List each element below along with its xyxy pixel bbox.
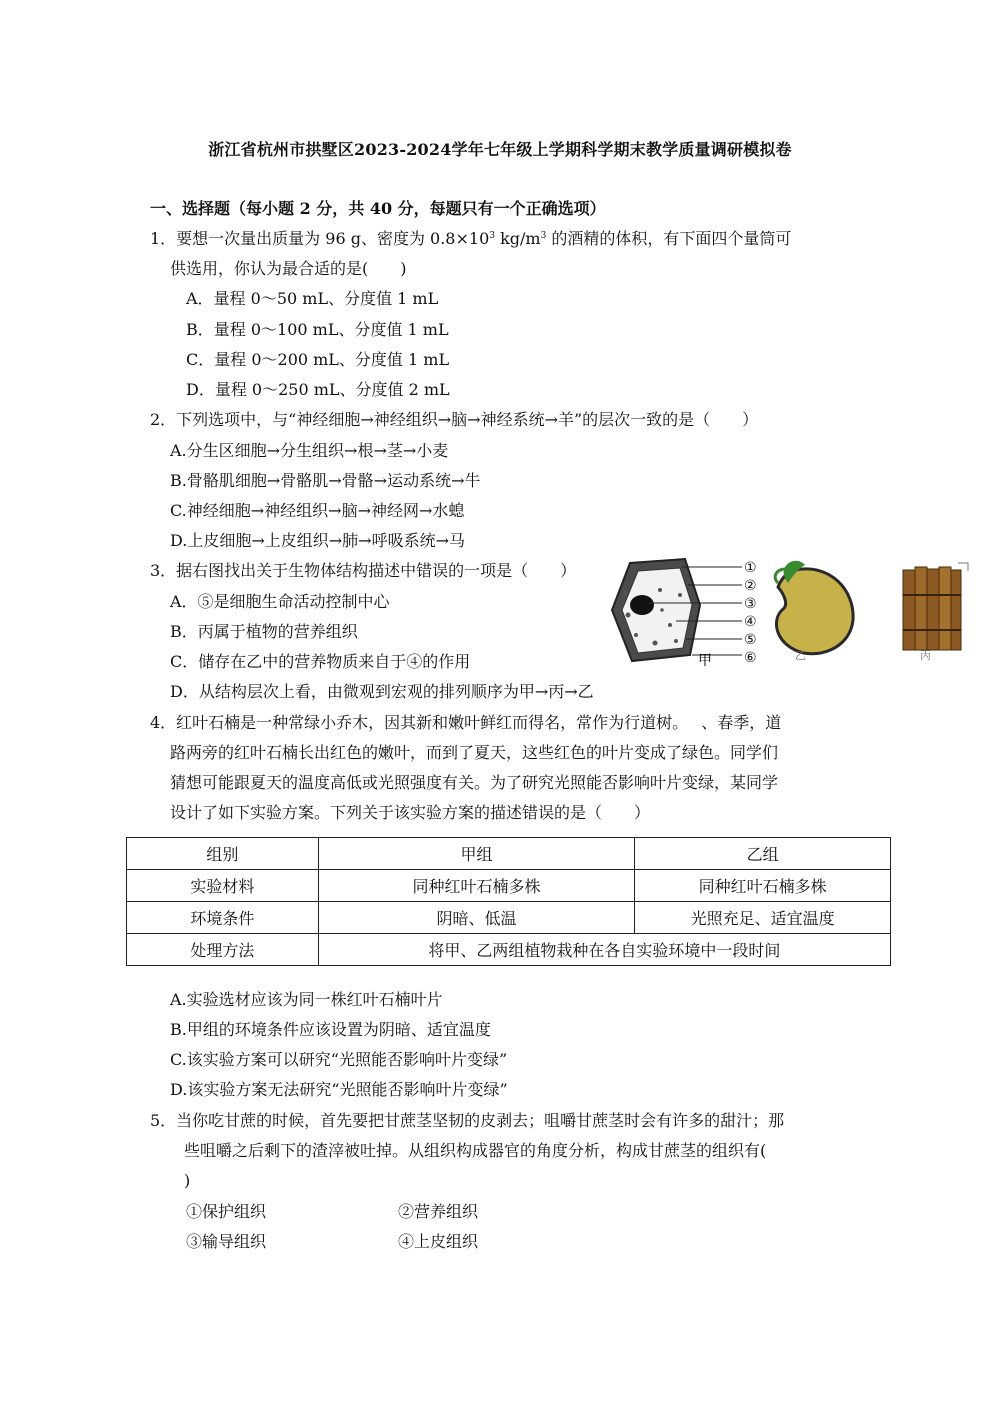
question-3-option-a: A．⑤是细胞生命活动控制中心 (170, 592, 390, 611)
question-2-option-c: C.神经细胞→神经组织→脑→神经网→水螅 (170, 501, 465, 520)
question-5-line-2: 些咀嚼之后剩下的渣滓被吐掉。从组织构成器官的角度分析，构成甘蔗茎的组织有( (184, 1141, 767, 1160)
question-1-option-c: C．量程 0～200 mL、分度值 1 mL (186, 350, 450, 369)
table-cell: 阴暗、低温 (318, 902, 635, 934)
question-3-option-d: D．从结构层次上看，由微观到宏观的排列顺序为甲→丙→乙 (170, 682, 594, 701)
table-cell: 实验材料 (127, 870, 319, 902)
question-4-line-3: 猜想可能跟夏天的温度高低或光照强度有关。为了研究光照能否影响叶片变绿，某同学 (170, 773, 779, 792)
experiment-table (126, 837, 891, 966)
question-4-option-a: A.实验选材应该为同一株红叶石楠叶片 (170, 990, 443, 1009)
question-3-option-c: C．储存在乙中的营养物质来自于④的作用 (170, 652, 471, 671)
section-heading: 一、选择题（每小题 2 分，共 40 分，每题只有一个正确选项） (150, 199, 606, 218)
question-4-line-4: 设计了如下实验方案。下列关于该实验方案的描述错误的是（ ） (170, 803, 651, 822)
table-cell: 光照充足、适宜温度 (635, 902, 891, 934)
stem-tissue-drawing (903, 563, 968, 650)
question-3-figure (600, 555, 980, 675)
table-row (127, 870, 891, 902)
seed-drawing (775, 561, 853, 654)
label-6: ⑥ (744, 650, 757, 666)
table-cell: 甲组 (318, 838, 635, 870)
question-4-line-2: 路两旁的红叶石楠长出红色的嫩叶，而到了夏天，这些红色的叶片变成了绿色。同学们 (170, 743, 779, 762)
question-5-choice-2: ②营养组织 (398, 1202, 479, 1221)
label-bing: 丙 (920, 649, 931, 662)
question-4-line-1: 4．红叶石楠是一种常绿小乔木，因其新和嫩叶鲜红而得名，常作为行道树。 、春季，道 (150, 713, 782, 732)
question-4-option-d: D.该实验方案无法研究“光照能否影响叶片变绿” (170, 1080, 508, 1099)
question-1-option-b: B．量程 0～100 mL、分度值 1 mL (186, 320, 449, 339)
label-3: ③ (744, 596, 757, 612)
page-title: 浙江省杭州市拱墅区2023-2024学年七年级上学期科学期末教学质量调研模拟卷 (208, 140, 792, 159)
table-cell: 将甲、乙两组植物栽种在各自实验环境中一段时间 (318, 934, 890, 966)
question-2-option-a: A.分生区细胞→分生组织→根→茎→小麦 (170, 441, 449, 460)
label-jia: 甲 (698, 653, 712, 669)
label-4: ④ (744, 614, 757, 630)
table-row (127, 934, 891, 966)
label-2: ② (744, 578, 757, 594)
label-1: ① (744, 560, 757, 576)
question-4-option-b: B.甲组的环境条件应该设置为阴暗、适宜温度 (170, 1020, 491, 1039)
table-cell: 组别 (127, 838, 319, 870)
label-yi: 乙 (795, 649, 806, 662)
question-5-choice-4: ④上皮组织 (398, 1232, 479, 1251)
question-2-option-d: D.上皮细胞→上皮组织→肺→呼吸系统→马 (170, 531, 465, 550)
question-1-stem: 1．要想一次量出质量为 96 g、密度为 $0.8\times 10^3$ $kg/m^3$ 的酒精的体积，有下面四个量筒可 (150, 229, 792, 248)
table-cell: 乙组 (635, 838, 891, 870)
question-5-line-3: ) (184, 1171, 191, 1190)
question-2-stem: 2．下列选项中，与“神经细胞→神经组织→脑→神经系统→羊”的层次一致的是（ ） (150, 410, 759, 429)
question-5-line-1: 5．当你吃甘蔗的时候，首先要把甘蔗茎坚韧的皮剥去；咀嚼甘蔗茎时会有许多的甜汁；那 (150, 1111, 785, 1130)
label-5: ⑤ (744, 632, 757, 648)
table-header-row (127, 838, 891, 870)
question-1-option-a: A．量程 0～50 mL、分度值 1 mL (186, 289, 439, 308)
question-1-stem-cont: 供选用，你认为最合适的是( ) (170, 259, 407, 278)
question-2-option-b: B.骨骼肌细胞→骨骼肌→骨骼→运动系统→牛 (170, 471, 481, 490)
question-5-choice-1: ①保护组织 (186, 1202, 267, 1221)
question-4-option-c: C.该实验方案可以研究“光照能否影响叶片变绿” (170, 1050, 508, 1069)
table-cell: 同种红叶石楠多株 (318, 870, 635, 902)
question-3-stem: 3．据右图找出关于生物体结构描述中错误的一项是（ ） (150, 561, 577, 580)
table-cell: 处理方法 (127, 934, 319, 966)
table-row (127, 902, 891, 934)
table-cell: 环境条件 (127, 902, 319, 934)
plant-cell-drawing (612, 559, 742, 661)
question-1-option-d: D．量程 0～250 mL、分度值 2 mL (186, 380, 450, 399)
question-3-option-b: B．丙属于植物的营养组织 (170, 622, 358, 641)
table-cell: 同种红叶石楠多株 (635, 870, 891, 902)
question-5-choice-3: ③输导组织 (186, 1232, 267, 1251)
cell-tissue-diagram (600, 555, 980, 675)
